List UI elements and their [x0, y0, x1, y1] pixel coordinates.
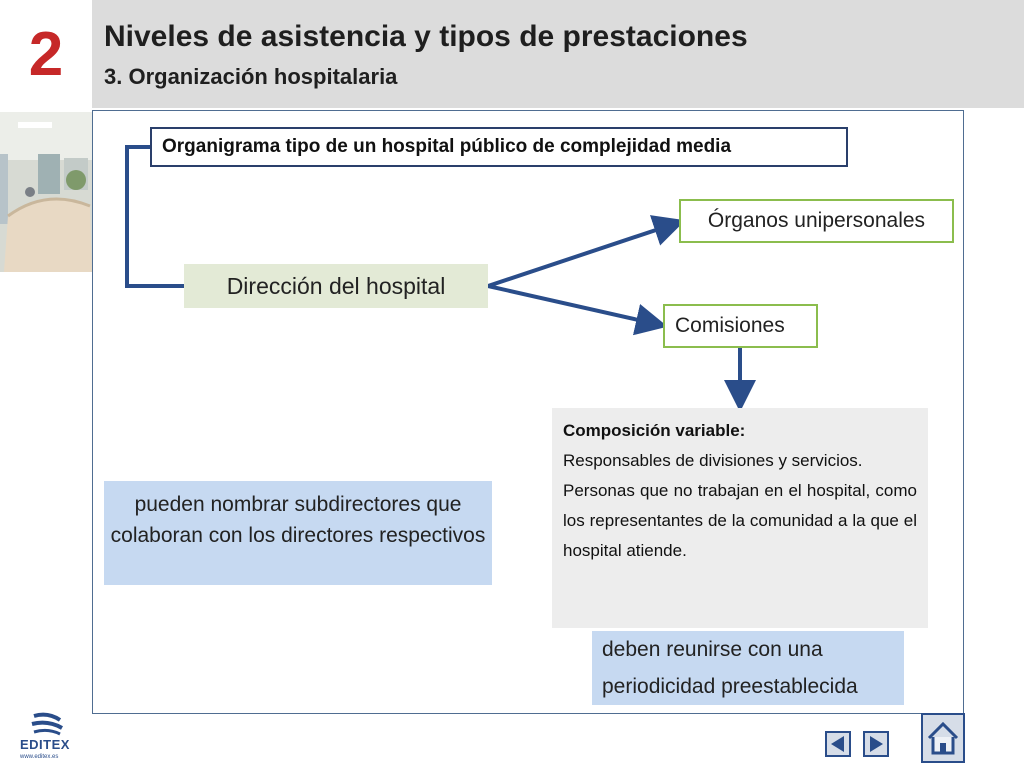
- chapter-number: 2: [28, 19, 64, 89]
- page-subtitle: 3. Organización hospitalaria: [104, 64, 398, 89]
- org-chart-title: Organigrama tipo de un hospital público de complejidad media: [150, 127, 848, 167]
- logo-text: EDITEX: [20, 737, 70, 752]
- composicion-heading: Composición variable:: [563, 421, 746, 440]
- page-title: Niveles de asistencia y tipos de prestaciones: [104, 20, 748, 53]
- direccion-node: Dirección del hospital: [184, 264, 488, 308]
- logo-url: www.editex.es: [20, 754, 59, 760]
- composicion-box: [552, 408, 928, 628]
- composicion-line-2: Personas que no trabajan en el hospital, como los representantes de la comunidad a la que el hospital atiende.: [563, 481, 917, 560]
- next-slide-button[interactable]: [863, 731, 889, 757]
- composicion-line-1: Responsables de divisiones y servicios.: [563, 451, 863, 470]
- arrow-left-icon: [825, 731, 851, 757]
- reunirse-note: deben reunirse con una periodicidad preestablecida: [592, 631, 904, 705]
- comisiones-node: Comisiones: [663, 304, 818, 348]
- organos-node: Órganos unipersonales: [679, 199, 954, 243]
- subdirectores-note: pueden nombrar subdirectores que colaboran con los directores respectivos: [104, 481, 492, 585]
- previous-slide-button[interactable]: [825, 731, 851, 757]
- home-button[interactable]: [921, 713, 965, 763]
- home-icon: [921, 713, 965, 763]
- header-band: [92, 0, 1024, 108]
- arrow-right-icon: [863, 731, 889, 757]
- hospital-photo: [0, 112, 92, 272]
